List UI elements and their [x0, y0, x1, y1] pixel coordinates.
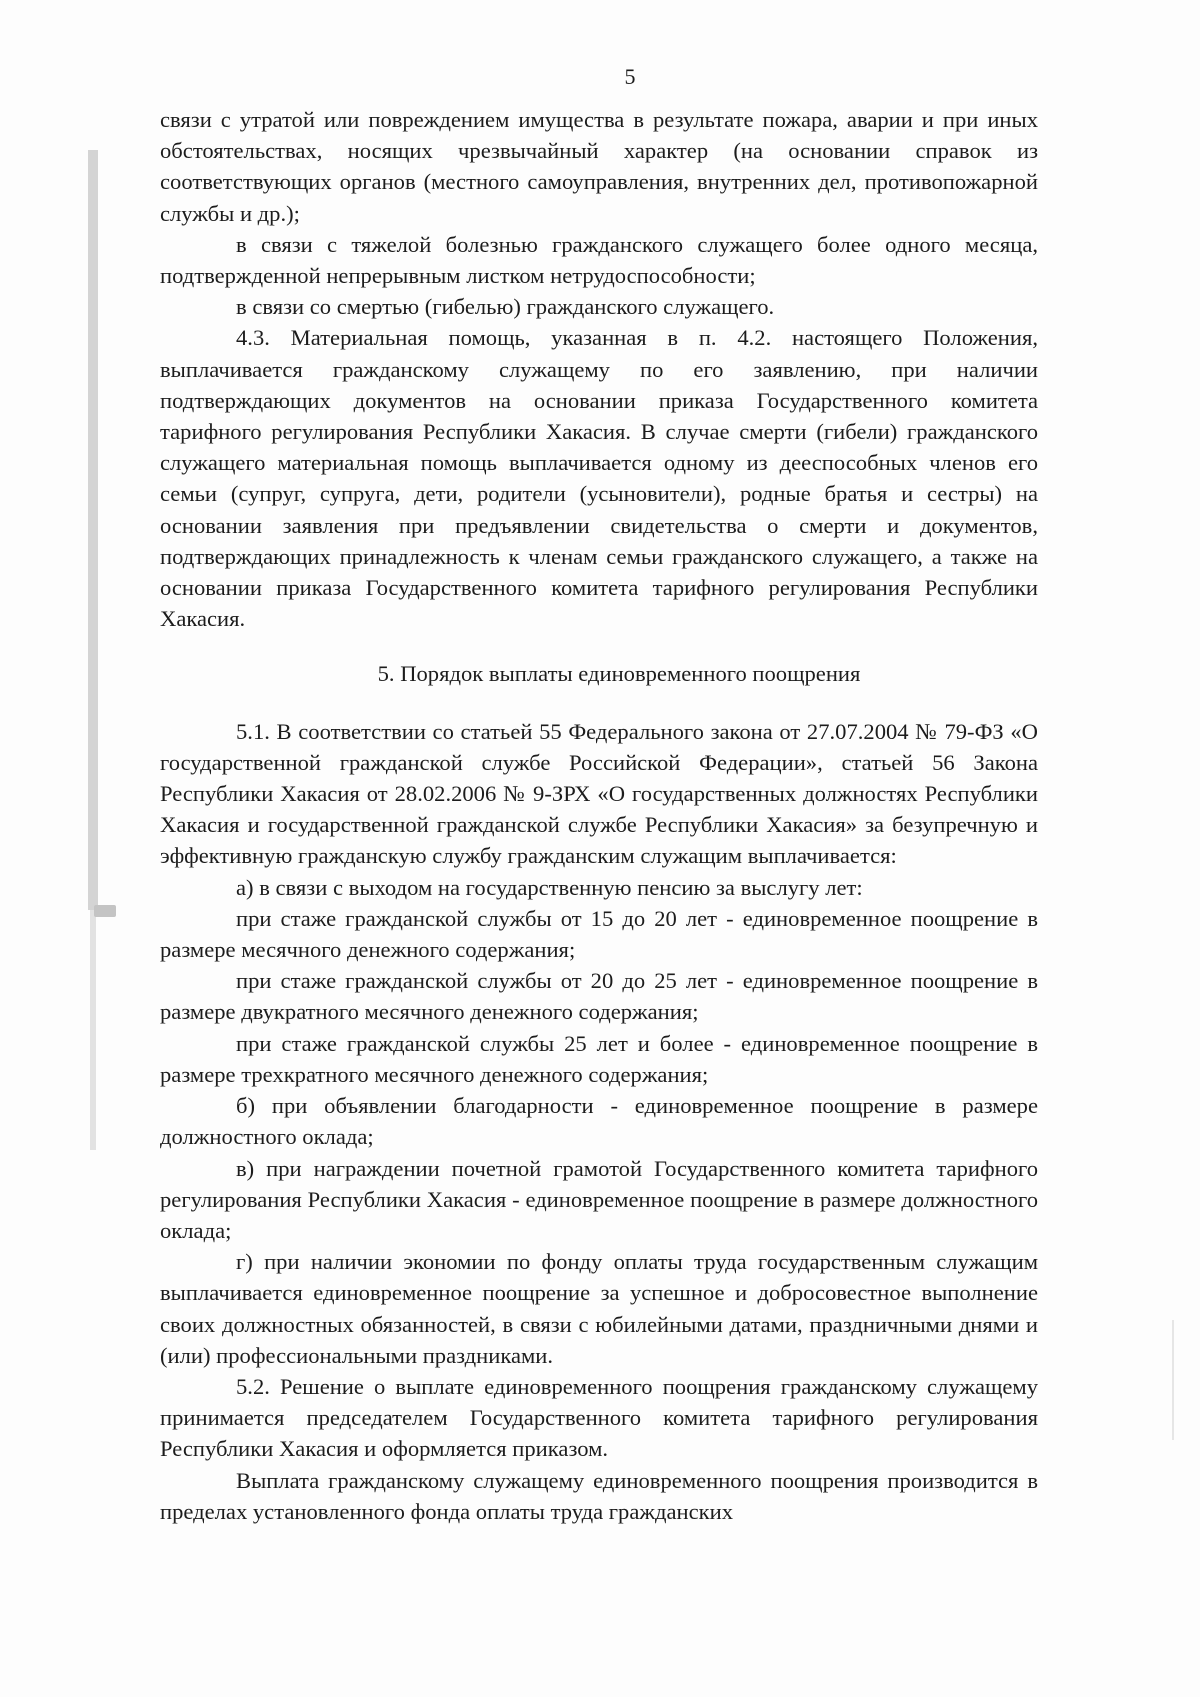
- paragraph-4-3: 4.3. Материальная помощь, указанная в п. 4.2. настоящего Положения, выплачивается гражданскому служащему по его заявлению, при наличии подтверждающих документов на основании приказа Государственного комитета тарифного регулирования Республики Хакасия. В случае смерти (гибели) гражданского служащего материальная помощь выплачивается одному из дееспособных членов его семьи (супруг, супруга, дети, родители (усыновители), родные братья и сестры) на основании заявления при предъявлении свидетельства о смерти и документов, подтверждающих принадлежность к членам семьи гражданского служащего, а также на основании приказа Государственного комитета тарифного регулирования Республики Хакасия.: [160, 325, 1038, 632]
- paragraph-5-1: 5.1. В соответствии со статьей 55 Федерального закона от 27.07.2004 № 79-ФЗ «О государственной гражданской службе Российской Федерации», статьей 56 Закона Республики Хакасия от 28.02.2006 № 9-ЗРХ «О государственных должностях Республики Хакасия и государственной гражданской службе Республики Хакасия» за безупречную и эффективную гражданскую службу гражданским служащим выплачивается:: [160, 718, 1038, 869]
- paragraph-payment: Выплата гражданскому служащему единовременного поощрения производится в пределах установленного фонда оплаты труда гражданских: [160, 1467, 1038, 1524]
- paragraph-5-1-a: а) в связи с выходом на государственную пенсию за выслугу лет:: [236, 874, 863, 900]
- paragraph-5-1-a-15-20: при стаже гражданской службы от 15 до 20 лет - единовременное поощрение в размере месячного денежного содержания;: [160, 905, 1038, 963]
- paragraph-death: в связи со смертью (гибелью) гражданского служащего.: [236, 294, 775, 320]
- scan-right-speck: [1172, 1320, 1174, 1440]
- paragraph-5-1-g: г) при наличии экономии по фонду оплаты труда государственным служащим выплачивается единовременное поощрение за успешное и добросовестное выполнение своих должностных обязанностей, в связи с юбилейными датами, праздничными днями и (или) профессиональными праздниками.: [160, 1249, 1038, 1368]
- paragraph-5-2: 5.2. Решение о выплате единовременного поощрения гражданскому служащему принимается председателем Государственного комитета тарифного регулирования Республики Хакасия и оформляется приказом.: [160, 1373, 1038, 1462]
- paragraph-5-1-b: б) при объявлении благодарности - единовременное поощрение в размере должностного оклада;: [160, 1093, 1038, 1150]
- document-body: [160, 104, 1038, 1527]
- paragraph-illness: в связи с тяжелой болезнью гражданского служащего более одного месяца, подтвержденной непрерывным листком нетрудоспособности;: [160, 231, 1038, 289]
- scan-clip-mark: [94, 905, 116, 917]
- scan-edge-shadow: [88, 150, 98, 910]
- paragraph-5-1-a-25-plus: при стаже гражданской службы 25 лет и более - единовременное поощрение в размере трехкратного месячного денежного содержания;: [160, 1030, 1038, 1087]
- section-5-heading: 5. Порядок выплаты единовременного поощрения: [377, 661, 861, 687]
- page-number: 5: [624, 64, 636, 89]
- paragraph-continuation: связи с утратой или повреждением имущества в результате пожара, аварии и при иных обстоятельствах, носящих чрезвычайный характер (на основании справок из соответствующих органов (местного самоуправления, внутренних дел, противопожарной службы и др.);: [160, 107, 1038, 226]
- scan-edge-shadow-lower: [90, 910, 96, 1150]
- paragraph-5-1-a-20-25: при стаже гражданской службы от 20 до 25 лет - единовременное поощрение в размере двукратного месячного денежного содержания;: [160, 968, 1038, 1025]
- paragraph-5-1-v: в) при награждении почетной грамотой Государственного комитета тарифного регулирования Республики Хакасия - единовременное поощрение в размере должностного оклада;: [160, 1155, 1038, 1243]
